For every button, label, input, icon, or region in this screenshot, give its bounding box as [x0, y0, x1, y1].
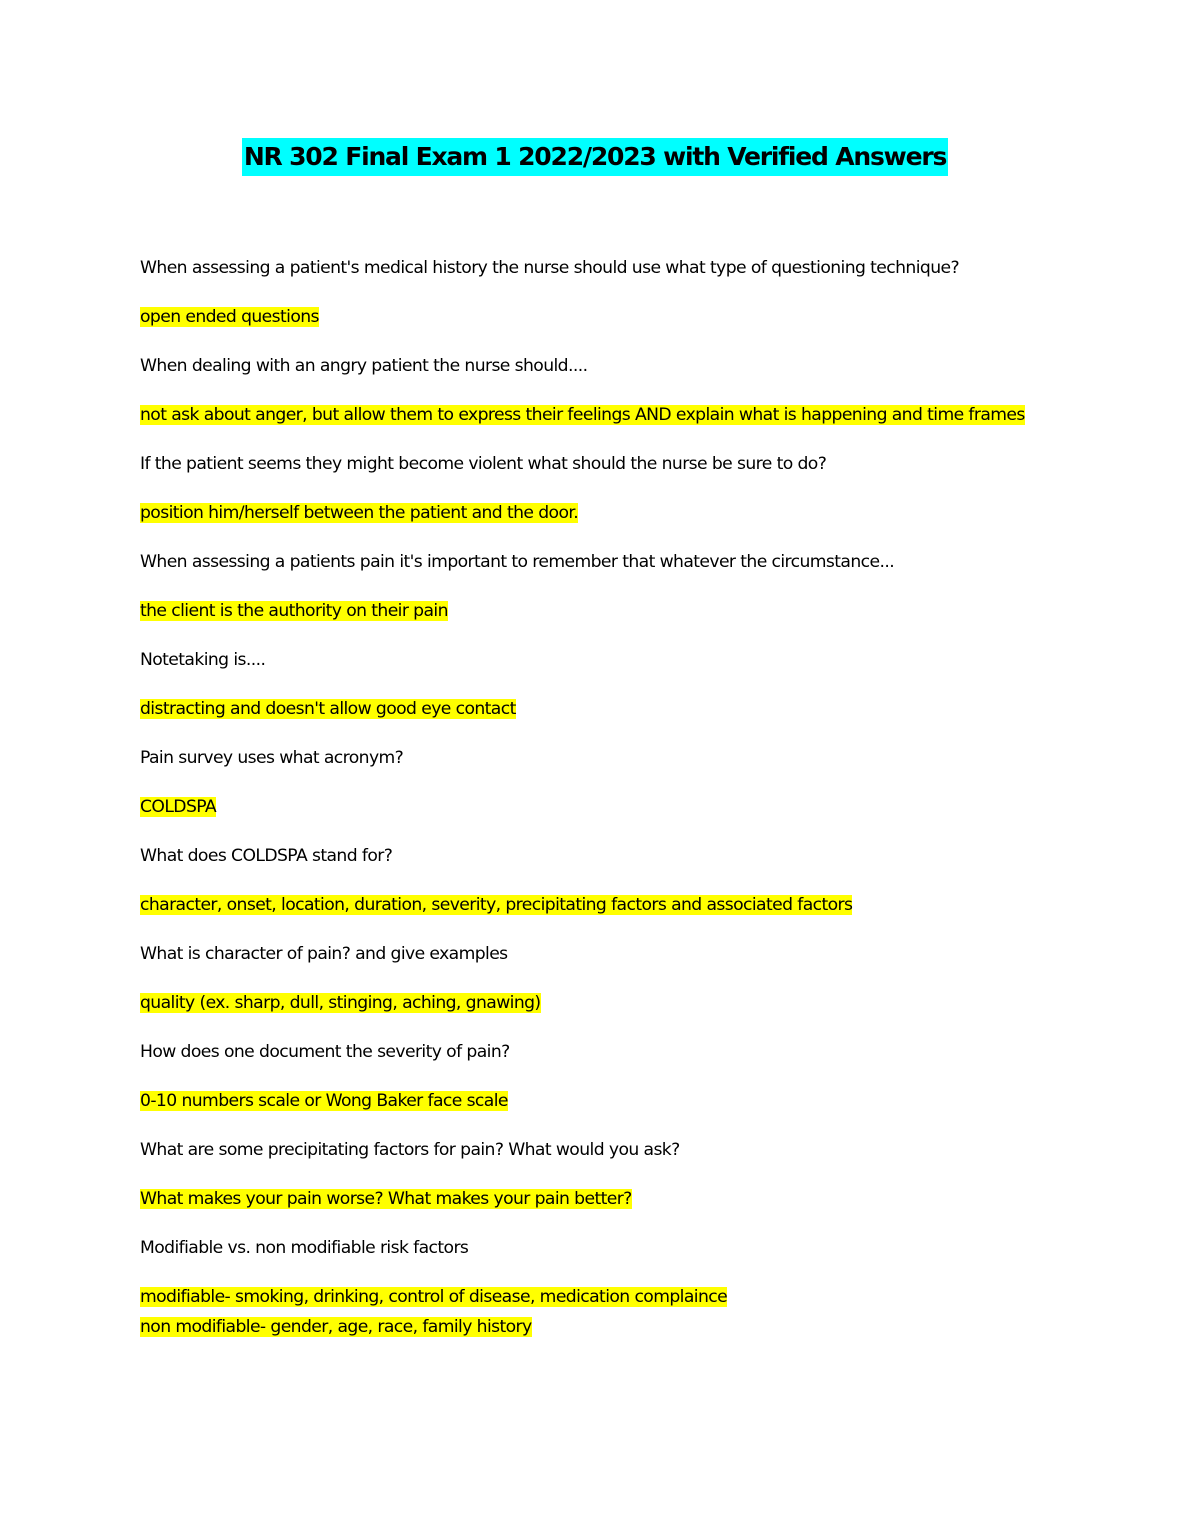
answer-text: [140, 498, 1050, 528]
answer-highlight: position him/herself between the patient and the door.: [140, 503, 579, 523]
answer-highlight: not ask about anger, but allow them to express their feelings AND explain what is happening and time frames: [140, 405, 1025, 425]
question-text: Pain survey uses what acronym?: [140, 748, 404, 768]
question-text: Notetaking is....: [140, 650, 266, 670]
question-text: How does one document the severity of pain?: [140, 1042, 510, 1062]
question-text: When assessing a patients pain it's important to remember that whatever the circumstance...: [140, 552, 895, 572]
question-text: What is character of pain? and give examples: [140, 944, 508, 964]
answer-highlight: open ended questions: [140, 307, 319, 327]
answer-highlight: 0-10 numbers scale or Wong Baker face scale: [140, 1091, 508, 1111]
page-title: NR 302 Final Exam 1 2022/2023 with Verified Answers: [242, 138, 948, 176]
answer-highlight: What makes your pain worse? What makes your pain better?: [140, 1189, 632, 1209]
question-text: What are some precipitating factors for pain? What would you ask?: [140, 1140, 680, 1160]
answer-text: [140, 596, 1050, 626]
qa-list: [140, 253, 1050, 1361]
answer-text: [140, 302, 1050, 332]
answer-highlight: modifiable- smoking, drinking, control of disease, medication complaince: [140, 1287, 728, 1307]
question-text: What does COLDSPA stand for?: [140, 846, 393, 866]
answer-highlight: COLDSPA: [140, 797, 217, 817]
answer-line: [140, 1282, 1050, 1312]
answer-highlight: distracting and doesn't allow good eye contact: [140, 699, 516, 719]
question-text: When dealing with an angry patient the nurse should....: [140, 356, 588, 376]
answer-highlight: character, onset, location, duration, severity, precipitating factors and associated factors: [140, 895, 853, 915]
answer-highlight: non modifiable- gender, age, race, family history: [140, 1317, 532, 1337]
answer-highlight: the client is the authority on their pain: [140, 601, 448, 621]
answer-text: [140, 1282, 1050, 1342]
title-container: [0, 138, 1190, 176]
answer-text: [140, 890, 1050, 920]
answer-text: [140, 1086, 1050, 1116]
answer-text: [140, 792, 1050, 822]
answer-text: [140, 694, 1050, 724]
answer-text: [140, 400, 1050, 430]
question-text: If the patient seems they might become violent what should the nurse be sure to do?: [140, 454, 827, 474]
answer-text: [140, 988, 1050, 1018]
answer-text: [140, 1184, 1050, 1214]
question-text: Modifiable vs. non modifiable risk factors: [140, 1238, 469, 1258]
answer-highlight: quality (ex. sharp, dull, stinging, aching, gnawing): [140, 993, 541, 1013]
question-text: When assessing a patient's medical history the nurse should use what type of questioning technique?: [140, 258, 959, 278]
answer-line: [140, 1312, 1050, 1342]
